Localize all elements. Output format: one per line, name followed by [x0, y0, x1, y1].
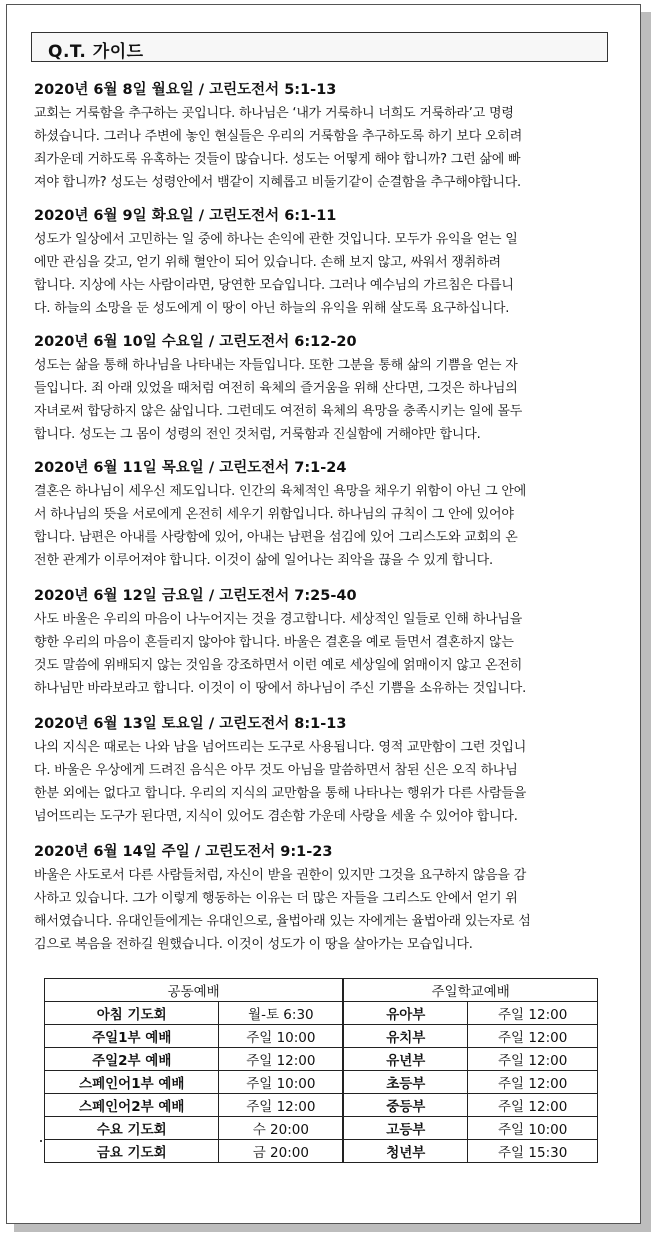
service-time: 주일 12:00	[219, 1094, 343, 1117]
entry-title: 2020년 6월 8일 월요일 / 고린도전서 5:1-13	[34, 82, 337, 98]
entry-text-line: 자녀로써 합당하지 않은 삶입니다. 그런데도 여전히 육체의 욕망을 충족시키는 일에 몰두	[34, 404, 523, 419]
devotion-entry	[34, 78, 614, 194]
entry-text-line: 서 하나님의 뜻을 서로에게 온전히 세우기 위함입니다. 하나님의 규칙이 그 안에 있어야	[34, 507, 514, 522]
service-time: 수 20:00	[219, 1117, 343, 1140]
department-name: 유아부	[343, 1002, 468, 1025]
entry-text-line: 하나님만 바라보라고 합니다. 이것이 이 땅에서 하나님이 주신 기쁨을 소유하는 것입니다.	[34, 681, 527, 696]
service-time: 주일 12:00	[219, 1048, 343, 1071]
entry-text-line: 결혼은 하나님이 세우신 제도입니다. 인간의 육체적인 욕망을 채우기 위함이 아닌 그 안에	[34, 484, 527, 499]
service-name: 주일2부 예배	[45, 1048, 219, 1071]
entry-text-line: 것도 말씀에 위배되지 않는 것임을 강조하면서 이런 예로 세상일에 얽매이지 않고 온전히	[34, 658, 523, 673]
entry-title: 2020년 6월 9일 화요일 / 고린도전서 6:1-11	[34, 208, 337, 224]
stray-mark	[40, 1140, 42, 1142]
service-name: 수요 기도회	[45, 1117, 219, 1140]
devotion-entry	[34, 584, 614, 700]
service-time: 월-토 6:30	[219, 1002, 343, 1025]
schedule-row	[45, 1025, 598, 1048]
department-name: 초등부	[343, 1071, 468, 1094]
schedule-row	[45, 1048, 598, 1071]
sunday-school-header: 주일학교예배	[343, 979, 597, 1002]
entry-text-line: 하셨습니다. 그러나 주변에 놓인 현실들은 우리의 거룩함을 추구하도록 하기 보다 오히려	[34, 129, 523, 144]
schedule-header-row	[45, 979, 598, 1002]
devotion-entry	[34, 204, 614, 320]
entry-text-line: 향한 우리의 마음이 흔들리지 않아야 합니다. 바울은 결혼을 예로 들면서 결혼하지 않는	[34, 635, 514, 650]
entry-text-line: 들입니다. 죄 아래 있었을 때처럼 여전히 육체의 즐거움을 위해 산다면, 그것은 하나님의	[34, 381, 518, 396]
service-name: 스페인어2부 예배	[45, 1094, 219, 1117]
service-time: 주일 10:00	[219, 1025, 343, 1048]
qt-guide-title: Q.T. 가이드	[48, 42, 144, 62]
entry-text-line: 다. 바울은 우상에게 드려진 음식은 아무 것도 아님을 말씀하면서 참된 신은 오직 하나님	[34, 763, 518, 778]
department-time: 주일 12:00	[468, 1025, 598, 1048]
entry-text-line: 다. 하늘의 소망을 둔 성도에게 이 땅이 아닌 하늘의 유익을 위해 살도록 요구하십니다.	[34, 301, 510, 316]
department-name: 청년부	[343, 1140, 468, 1163]
schedule-row	[45, 1094, 598, 1117]
service-name: 금요 기도회	[45, 1140, 219, 1163]
service-name: 주일1부 예배	[45, 1025, 219, 1048]
devotion-entry	[34, 456, 614, 572]
entry-text-line: 사도 바울은 우리의 마음이 나누어지는 것을 경고합니다. 세상적인 일들로 인해 하나님을	[34, 612, 523, 627]
entry-text-line: 해서였습니다. 유대인들에게는 유대인으로, 율법아래 있는 자에게는 율법아래 있는자로 섬	[34, 914, 531, 929]
congregational-worship-header: 공동예배	[45, 979, 344, 1002]
department-name: 고등부	[343, 1117, 468, 1140]
devotion-entry	[34, 330, 614, 446]
worship-schedule-table	[44, 978, 598, 1163]
department-time: 주일 12:00	[468, 1002, 598, 1025]
schedule-row	[45, 1071, 598, 1094]
entry-text-line: 김으로 복음을 전하길 원했습니다. 이것이 성도가 이 땅을 살아가는 모습입니다.	[34, 937, 473, 952]
department-name: 유년부	[343, 1048, 468, 1071]
entry-text-line: 합니다. 지상에 사는 사람이라면, 당연한 모습입니다. 그러나 예수님의 가르침은 다릅니	[34, 278, 514, 293]
department-time: 주일 10:00	[468, 1117, 598, 1140]
schedule-row	[45, 1117, 598, 1140]
department-time: 주일 12:00	[468, 1071, 598, 1094]
entry-text-line: 에만 관심을 갖고, 얻기 위해 혈안이 되어 있습니다. 손해 보지 않고, 싸워서 쟁취하려	[34, 255, 501, 270]
entry-text-line: 교회는 거룩함을 추구하는 곳입니다. 하나님은 ‘내가 거룩하니 너희도 거룩하라’고 명령	[34, 106, 514, 121]
department-name: 유치부	[343, 1025, 468, 1048]
entry-text-line: 바울은 사도로서 다른 사람들처럼, 자신이 받을 권한이 있지만 그것을 요구하지 않음을 감	[34, 868, 527, 883]
service-name: 아침 기도회	[45, 1002, 219, 1025]
entry-text-line: 합니다. 성도는 그 몸이 성령의 전인 것처럼, 거룩함과 진실함에 거해야만 합니다.	[34, 427, 481, 442]
entry-text-line: 합니다. 남편은 아내를 사랑함에 있어, 아내는 남편을 섬김에 있어 그리스도와 교회의 온	[34, 530, 518, 545]
service-time: 금 20:00	[219, 1140, 343, 1163]
department-name: 중등부	[343, 1094, 468, 1117]
entry-title: 2020년 6월 12일 금요일 / 고린도전서 7:25-40	[34, 588, 357, 604]
devotion-entry	[34, 840, 614, 956]
entry-title: 2020년 6월 10일 수요일 / 고린도전서 6:12-20	[34, 334, 357, 350]
entry-title: 2020년 6월 11일 목요일 / 고린도전서 7:1-24	[34, 460, 347, 476]
entry-text-line: 넘어뜨리는 도구가 된다면, 지식이 있어도 겸손함 가운데 사랑을 세울 수 있어야 합니다.	[34, 809, 518, 824]
department-time: 주일 12:00	[468, 1094, 598, 1117]
qt-guide-header	[31, 32, 608, 62]
entry-title: 2020년 6월 13일 토요일 / 고린도전서 8:1-13	[34, 716, 347, 732]
entry-text-line: 나의 지식은 때로는 나와 남을 넘어뜨리는 도구로 사용됩니다. 영적 교만함이 그런 것입니	[34, 740, 527, 755]
entry-text-line: 한분 외에는 없다고 합니다. 우리의 지식의 교만함을 통해 나타나는 행위가 다른 사람들을	[34, 786, 527, 801]
entry-title: 2020년 6월 14일 주일 / 고린도전서 9:1-23	[34, 844, 333, 860]
service-name: 스페인어1부 예배	[45, 1071, 219, 1094]
schedule-row	[45, 1002, 598, 1025]
entry-text-line: 사하고 있습니다. 그가 이렇게 행동하는 이유는 더 많은 자들을 그리스도 안에서 얻기 위	[34, 891, 518, 906]
department-time: 주일 15:30	[468, 1140, 598, 1163]
entry-text-line: 져야 합니까? 성도는 성령안에서 뱀같이 지혜롭고 비둘기같이 순결함을 추구해야합니다.	[34, 175, 521, 190]
service-time: 주일 10:00	[219, 1071, 343, 1094]
schedule-row	[45, 1140, 598, 1163]
entry-text-line: 성도가 일상에서 고민하는 일 중에 하나는 손익에 관한 것입니다. 모두가 유익을 얻는 일	[34, 232, 518, 247]
department-time: 주일 12:00	[468, 1048, 598, 1071]
entry-text-line: 성도는 삶을 통해 하나님을 나타내는 자들입니다. 또한 그분을 통해 삶의 기쁨을 얻는 자	[34, 358, 518, 373]
entry-text-line: 전한 관계가 이루어져야 합니다. 이것이 삶에 일어나는 죄악을 끊을 수 있게 합니다.	[34, 553, 493, 568]
devotion-entry	[34, 712, 614, 828]
entry-text-line: 죄가운데 거하도록 유혹하는 것들이 많습니다. 성도는 어떻게 해야 합니까? 그런 삶에 빠	[34, 152, 521, 167]
